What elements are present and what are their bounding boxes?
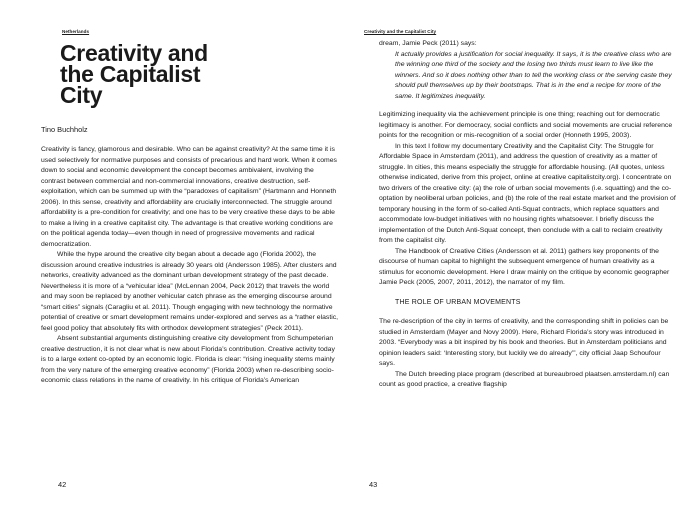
- title-line: the Capitalist: [60, 61, 201, 87]
- chapter-title: [60, 40, 208, 108]
- title-line: City: [60, 82, 103, 108]
- running-head: Netherlands: [62, 29, 90, 34]
- page-number: 43: [369, 480, 378, 489]
- author-name: Tino Buchholz: [41, 125, 88, 134]
- paragraph: The re-description of the city in terms of creativity, and the corresponding shift in policies can be studied in Amsterdam (Mayer and Novy 2009). Here, Richard Florida’s story was introduced in 2003. “Everybody was a bit inspired by his book and theories. But in Amsterdam politicians and opinion leaders said: ‘Interesting story, but luckily we do already’”, city official Jaap Schoufour says.: [379, 318, 669, 367]
- paragraph: The Dutch breeding place program (described at bureaubroed plaatsen.amsterdam.nl) can count as good practice, a creative flagship: [379, 370, 670, 388]
- lead-in: dream, Jamie Peck (2011) says:: [379, 40, 477, 47]
- paragraph: The Handbook of Creative Cities (Andersson et al. 2011) gathers key proponents of the discourse of human capital to highlight the subsequent emergence of human creativity as a stimulus for economic development. Here I draw mainly on the critique by economic geographer Jamie Peck (2005, 2007, 2011, 2012), the narrator of my film.: [379, 247, 670, 286]
- page-number: 42: [58, 480, 67, 489]
- paragraph: Absent substantial arguments distinguishing creative city development from Schumpeterian creative destruction, it is not clear what is new about Florida’s contribution. Creative activity today is to a large extent co-opted by an economic logic. Florida is clear: “rising inequality stems mainly from the very nature of the emerging creative economy” (Florida 2003) when re-describing socio-economic class relations in the name of creativity. In his critique of Florida’s American: [41, 335, 335, 384]
- paragraph: In this text I follow my documentary Creativity and the Capitalist City: The Struggle for Affordable Space in Amsterdam (2011), and address the question of creativity as a matter of struggle. In cities, this means especially the struggle for affordable housing. (All quotes, unless otherwise indicated, derive from this project, online at creative capitalistcity.org). I concentrate on two drivers of the creative city: (a) the role of urban social movements (i.e. squatting) and the co-optation by neoliberal urban policies, and (b) the role of the real estate market and the provision of temporary housing in the form of so-called Anti-Squat contracts, which replace squatters and accommodate low-budget initiatives with no housing rights whatsoever. I briefly discuss the implementation of the Dutch Anti-Squat concept, then conclude with a call to reclaim creativity from the capitalist city.: [379, 142, 676, 244]
- paragraph: While the hype around the creative city began about a decade ago (Florida 2002), the discussion around creative industries is already 30 years old (Andersson 1985). After clusters and networks, creativity advanced as the dominant urban development strategy of the past decade. Nevertheless it is more of a “vehicular idea” (McLennan 2004, Peck 2012) that travels the world and may soon be replaced by another vehicular catch phrase as the emerging discourse around “smart cities” signals (Caragliu et al. 2011). Though engaging with new technology the normative potential of creative or smart development remains under-explored and serves as a “rather elastic, feel good policy that absolutely fits with orthodox development strategies” (Peck 2011).: [41, 251, 339, 332]
- body-text: [379, 39, 677, 391]
- section-heading: THE ROLE OF URBAN MOVEMENTS: [395, 298, 521, 306]
- right-page: [350, 0, 700, 507]
- block-quote: It actually provides a justification for social inequality. It says, it is the creative class who are the winning one third of the society and the losing two thirds must learn to live like the winners. And so it does nothing other than to tell the working class or the serving caste they should pull themselves up by their bootstraps. That is in the end a recipe for more of the same. It legitimizes inequality.: [395, 50, 672, 100]
- title-line: Creativity and: [60, 40, 208, 66]
- paragraph: Legitimizing inequality via the achievement principle is one thing; reaching out for democratic legitimacy is another. For democracy, social conflicts and social movements are crucial reference points for the recognition or mis-recognition of a social order (Honneth 1995, 2003).: [379, 111, 673, 139]
- body-text: [41, 145, 339, 387]
- paragraph: Creativity is fancy, glamorous and desirable. Who can be against creativity? At the same time it is used selectively for normative purposes and consists of precarious and hard work. When it comes down to social and economic development the concept becomes ambivalent, involving the contrast between commercial and non-commercial innovations, creative destruction, self-exploitation, which can be summed up with the “paradoxes of capitalism” (Hartmann and Honneth 2006). In this sense, creativity and affordability are crucially interconnected. The struggle around affordability is a pre-condition for creativity; and one has to be very creative these days to be able to make a living in a creative capitalist city. The advantage is that creative working conditions are on the political agenda today—even though in need of progressive movements and radical democratization.: [41, 146, 337, 248]
- running-head: Creativity and the Capitalist City: [364, 29, 437, 34]
